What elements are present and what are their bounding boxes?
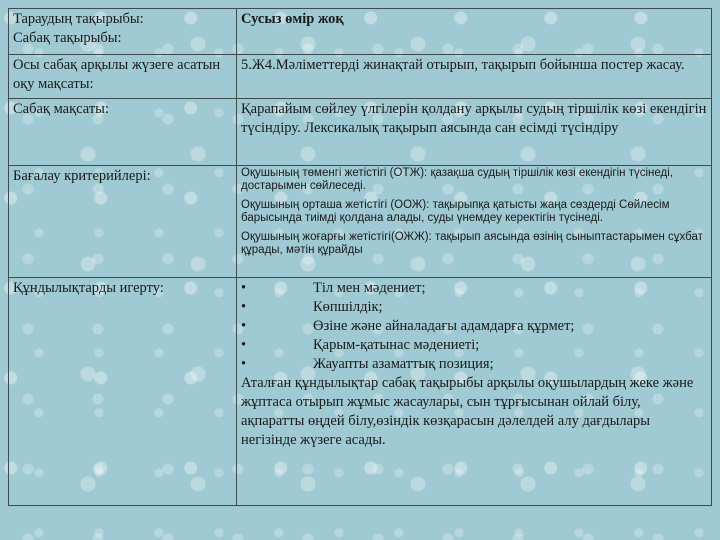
bullet: • xyxy=(241,280,247,296)
values-label: Құндылықтарды игерту: xyxy=(9,278,237,506)
list-item xyxy=(241,298,707,317)
value-item-text: Тіл мен мәдениет; xyxy=(313,280,426,296)
criteria-list xyxy=(237,166,712,278)
bullet: • xyxy=(241,299,247,315)
criteria-label: Бағалау критерийлері: xyxy=(9,166,237,278)
row-criteria xyxy=(9,166,712,278)
row-values xyxy=(9,278,712,506)
criteria-item-low: Оқушының төменгі жетістігі (ОТЖ): қазақша судың тіршілік көзі екендігін түсінеді, достарымен сөйлеседі. xyxy=(241,167,673,192)
learning-goal-label: Осы сабақ арқылы жүзеге асатын оқу мақсаты: xyxy=(9,55,237,99)
list-item xyxy=(241,279,707,298)
list-item xyxy=(241,336,707,355)
bullet: • xyxy=(241,318,247,334)
values-cell xyxy=(237,278,712,506)
topic-label-cell xyxy=(9,9,237,55)
row-learning-goal xyxy=(9,55,712,99)
lesson-goal-label: Сабақ мақсаты: xyxy=(9,99,237,166)
list-item xyxy=(241,317,707,336)
value-item-text: Көпшілдік; xyxy=(313,299,383,315)
bullet: • xyxy=(241,337,247,353)
values-list xyxy=(241,279,707,374)
lesson-goal-value: Қарапайым сөйлеу үлгілерін қолдану арқылы судың тіршілік көзі екендігін түсіндіру. Лексикалық тақырып аясында сан есімді түсіндіру xyxy=(237,99,712,166)
learning-goal-value: 5.Ж4.Мәліметтерді жинақтай отырып, тақырып бойынша постер жасау. xyxy=(237,55,712,99)
value-item-text: Өзіне және айналадағы адамдарға құрмет; xyxy=(313,318,575,334)
lesson-topic-value: Сусыз өмір жоқ xyxy=(241,11,344,27)
value-item-text: Қарым-қатынас мәдениеті; xyxy=(313,337,480,353)
value-item-text: Жауапты азаматтық позиция; xyxy=(313,356,494,372)
chapter-topic-label: Тараудың тақырыбы: xyxy=(13,11,144,27)
lesson-topic-label: Сабақ тақырыбы: xyxy=(13,30,122,46)
criteria-item-medium: Оқушының орташа жетістігі (ООЖ): тақырыпқа қатысты жаңа сөздерді Сөйлесім барысында тиімді қолдана алады, суды үнемдеу керектігін түсінеді. xyxy=(241,199,670,224)
values-paragraph: Аталған құндылықтар сабақ тақырыбы арқылы оқушылардың жеке және жұптаса отырып жұмыс жасаулары, сын тұрғысынан ойлай білу, ақпаратты өңдей білу,өзіндік көзқарасын дәлелдей алу дағдылары негізінде жүзеге асады. xyxy=(241,375,694,448)
criteria-item-high: Оқушының жоғарғы жетістігі(ОЖЖ): тақырып аясында өзінің сыныптастарымен сұхбат құрады, мәтін құрайды xyxy=(241,231,703,256)
topic-value-cell xyxy=(237,9,712,55)
row-lesson-goal xyxy=(9,99,712,166)
lesson-plan-table xyxy=(8,8,712,506)
row-topic xyxy=(9,9,712,55)
list-item xyxy=(241,355,707,374)
bullet: • xyxy=(241,356,247,372)
